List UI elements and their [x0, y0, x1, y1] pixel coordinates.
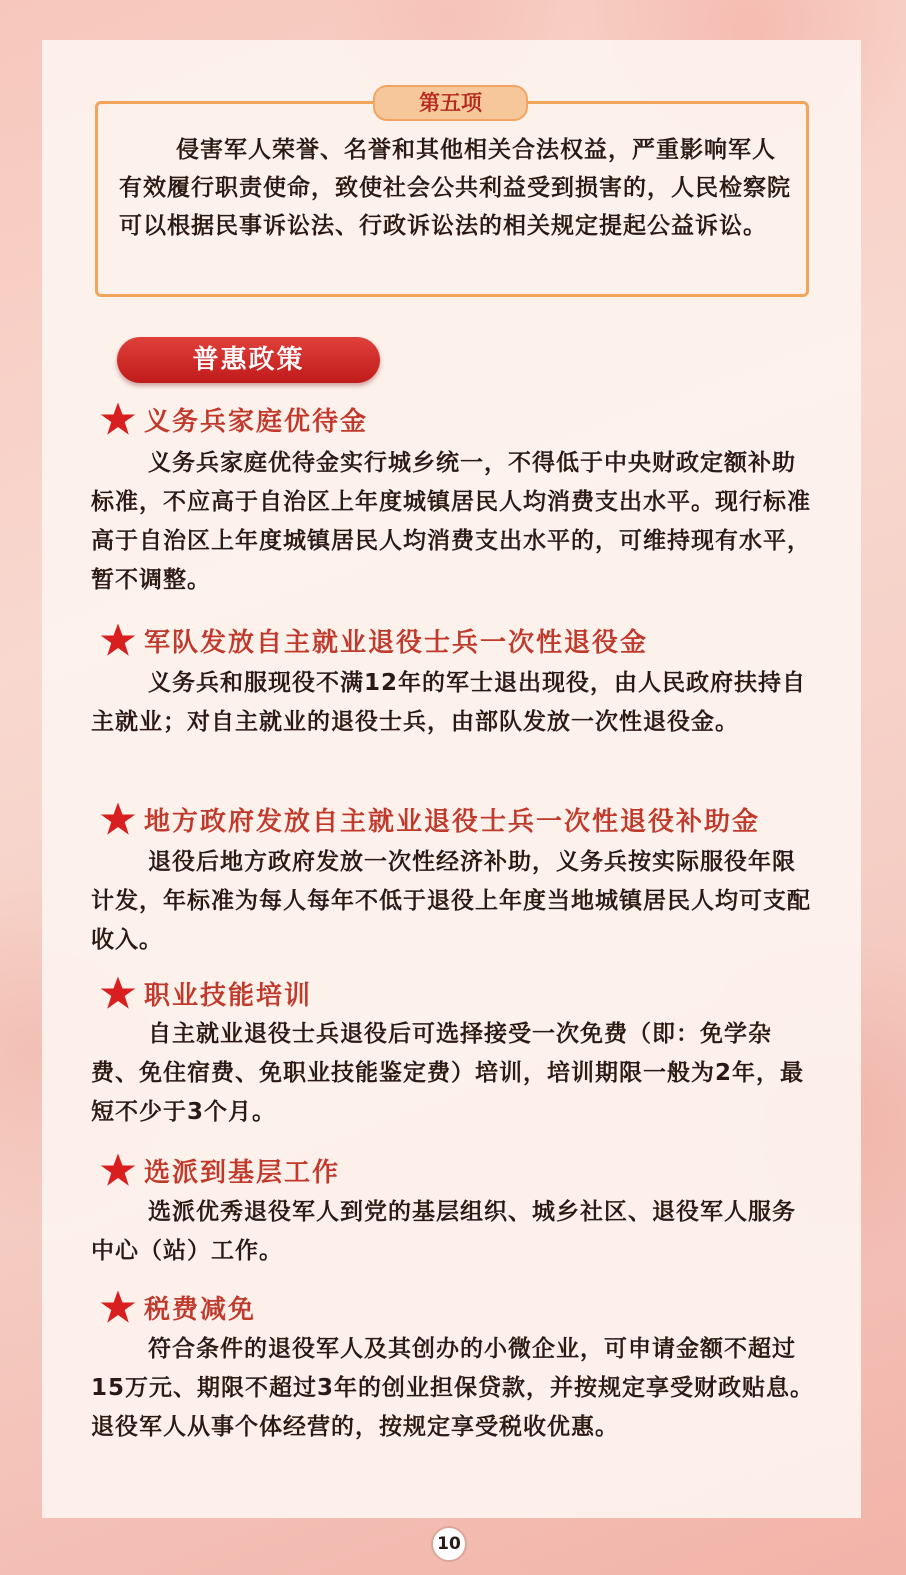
policy-item-title: 税费减免 — [144, 1294, 257, 1325]
policy-item-title: 义务兵家庭优待金 — [144, 406, 369, 437]
policy-item-heading — [100, 973, 312, 1013]
policy-item-text: 退役后地方政府发放一次性经济补助，义务兵按实际服役年限计发，年标准为每人每年不低于退役上年度当地城镇居民人均可支配收入。 — [91, 849, 811, 953]
item-five-title: 第五项 — [373, 85, 528, 121]
policy-item-heading — [100, 799, 760, 839]
star-icon — [100, 401, 136, 437]
star-icon — [100, 801, 136, 837]
policy-item-text: 义务兵家庭优待金实行城乡统一，不得低于中央财政定额补助标准，不应高于自治区上年度城镇居民人均消费支出水平。现行标准高于自治区上年度城镇居民人均消费支出水平的，可维持现有水平，暂不调整。 — [91, 450, 811, 593]
policy-item-heading — [100, 399, 368, 439]
item-five-text: 侵害军人荣誉、名誉和其他相关合法权益，严重影响军人有效履行职责使命，致使社会公共利益受到损害的，人民检察院可以根据民事诉讼法、行政诉讼法的相关规定提起公益诉讼。 — [119, 137, 791, 239]
star-icon — [100, 622, 136, 658]
policy-item-text: 自主就业退役士兵退役后可选择接受一次免费（即：免学杂费、免住宿费、免职业技能鉴定费）培训，培训期限一般为2年，最短不少于3个月。 — [91, 1021, 805, 1125]
page-number: 10 — [431, 1526, 467, 1562]
policy-item-title: 职业技能培训 — [144, 980, 313, 1011]
policy-item-heading — [100, 620, 648, 660]
section-title-badge: 普惠政策 — [117, 337, 380, 383]
policy-item-title: 地方政府发放自主就业退役士兵一次性退役补助金 — [144, 806, 761, 837]
policy-item-heading — [100, 1287, 256, 1327]
policy-item-text: 选派优秀退役军人到党的基层组织、城乡社区、退役军人服务中心（站）工作。 — [91, 1199, 796, 1264]
star-icon — [100, 975, 136, 1011]
star-icon — [100, 1289, 136, 1325]
star-icon — [100, 1152, 136, 1188]
policy-item-text: 符合条件的退役军人及其创办的小微企业，可申请金额不超过15万元、期限不超过3年的创业担保贷款，并按规定享受财政贴息。退役军人从事个体经营的，按规定享受税收优惠。 — [91, 1336, 815, 1440]
policy-item-title: 选派到基层工作 — [144, 1157, 341, 1188]
policy-item-heading — [100, 1150, 340, 1190]
policy-item-text: 义务兵和服现役不满12年的军士退出现役，由人民政府扶持自主就业；对自主就业的退役士兵，由部队发放一次性退役金。 — [91, 670, 807, 735]
policy-item-title: 军队发放自主就业退役士兵一次性退役金 — [144, 627, 649, 658]
